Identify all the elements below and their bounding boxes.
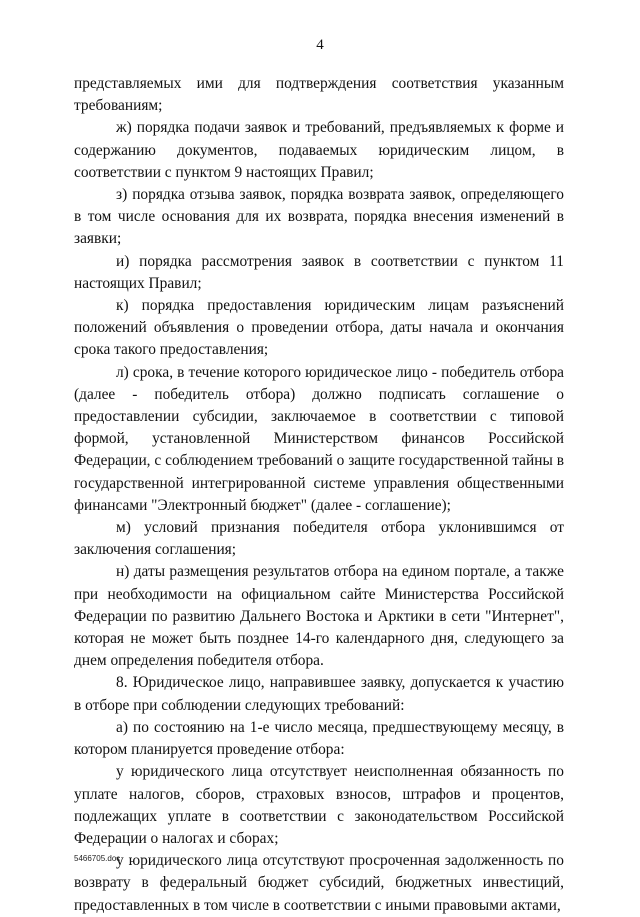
paragraph-item-n: н) даты размещения результатов отбора на едином портале, а также при необходимости на официальном сайте Министерства Российской Федерации по развитию Дальнего Востока и Арктики в сети "Интернет", которая не может быть позднее 14-го календарного дня, следующего за днем определения победителя отбора. [74,563,564,670]
paragraph-item-a: а) по состоянию на 1-е число месяца, предшествующему месяцу, в котором планируется проведение отбора: [74,718,564,759]
paragraph-item-m: м) условий признания победителя отбора уклонившимся от заключения соглашения; [74,519,564,559]
page-number: 4 [316,37,324,53]
paragraph-item-l: л) срока, в течение которого юридическое лицо - победитель отбора (далее - победитель отбора) должно подписать соглашение о предоставлении субсидии, заключаемое в соответствии с типовой формой, установленной Министерством финансов Российской Федерации, с соблюдением требований о защите государственной тайны в государственной интегрированной системе управления общественными финансами "Электронный бюджет" (далее - соглашение); [74,363,564,514]
paragraph-item-z: з) порядка отзыва заявок, порядка возврата заявок, определяющего в том числе основания для их возврата, порядка внесения изменений в заявки; [74,186,564,248]
paragraph-item-zh: ж) порядка подачи заявок и требований, предъявляемых к форме и содержанию документов, подаваемых юридическим лицом, в соответствии с пунктом 9 настоящих Правил; [74,119,564,181]
paragraph-section-8: 8. Юридическое лицо, направившее заявку, допускается к участию в отборе при соблюдении следующих требований: [74,674,564,714]
paragraph-item-k: к) порядка предоставления юридическим лицам разъяснений положений объявления о проведении отбора, даты начала и окончания срока такого предоставления; [74,297,564,359]
paragraph-tax-requirement: у юридического лица отсутствует неисполненная обязанность по уплате налогов, сборов, страховых взносов, штрафов и процентов, подлежащих уплате в соответствии с законодательством Российской Федерации о налогах и сборах; [74,763,564,847]
footer-filename: 5466705.doc [74,854,121,863]
paragraph-item-i: и) порядка рассмотрения заявок в соответствии с пунктом 11 настоящих Правил; [74,252,564,292]
paragraph-continuation: представляемых ими для подтверждения соответствия указанным требованиям; [74,75,564,115]
document-body [74,73,564,917]
paragraph-debt-requirement: у юридического лица отсутствуют просроченная задолженность по возврату в федеральный бюджет субсидий, бюджетных инвестиций, предоставленных в том числе в соответствии с иными правовыми актами, [74,852,564,914]
